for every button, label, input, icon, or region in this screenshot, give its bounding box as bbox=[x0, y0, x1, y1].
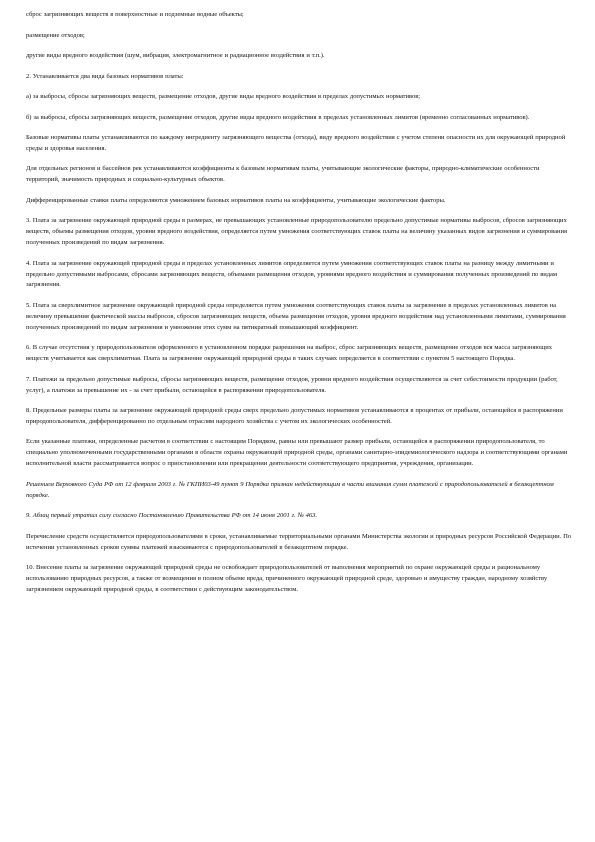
paragraph: размещение отходов; bbox=[26, 31, 85, 39]
paragraph: Решением Верховного Суда РФ от 12 февраля 2003 г. № ГКПИ03-49 пункт 9 Порядка признан недействующим в части взимания сумм платежей с природопользователей в безакцептном порядке. bbox=[26, 480, 554, 499]
paragraph: б) за выбросы, сбросы загрязняющих веществ, размещение отходов, другие виды вредного воздействия в пределах установленных лимитов (временно согласованных нормативов). bbox=[26, 113, 530, 121]
paragraph: 2. Устанавливается два вида базовых нормативов платы: bbox=[26, 72, 184, 80]
paragraph: другие виды вредного воздействия (шум, вибрация, электромагнитное и радиационное воздействия и т.п.). bbox=[26, 52, 325, 59]
paragraph: Базовые нормативы платы устанавливаются по каждому ингредиенту загрязняющего вещества (отхода), виду вредного воздействия с учетом степени опасности их для окружающей природной среды и здоровья населения. bbox=[26, 134, 566, 152]
paragraph: 4. Плата за загрязнение окружающей природной среды в пределах установленных лимитов определяется путем умножения соответствующих ставок платы на разницу между лимитными и предельно допустимыми выбросами, сбросами загрязняющих веществ, объемами размещения отходов, уровнями вредного воздействия и суммирования полученных произведений по видам загрязнения. bbox=[26, 259, 558, 289]
paragraph: Для отдельных регионов и бассейнов рек устанавливаются коэффициенты к базовым нормативам платы, учитывающие экологические факторы, природно-климатические особенности территорий, значимость природных и социально-культурных объектов. bbox=[26, 165, 540, 184]
paragraph: 9. Абзац первый утратил силу согласно Постановлению Правительства РФ от 14 июня 2001 г. № 463. bbox=[26, 512, 318, 520]
paragraph: сброс загрязняющих веществ в поверхностные и подземные водные объекты; bbox=[26, 11, 244, 18]
paragraph: 8. Предельные размеры платы за загрязнение окружающей природной среды сверх предельно допустимых нормативов устанавливаются в процентах от прибыли, остающейся в распоряжении природопользователя, дифференцированно по отдельным отраслям народного хозяйства с учетом их экологических особенностей. bbox=[26, 407, 563, 425]
document-page bbox=[26, 10, 574, 605]
paragraph: 6. В случае отсутствия у природопользователя оформленного в установленном порядке разрешения на выброс, сброс загрязняющих веществ, размещение отходов вся масса загрязняющих веществ учитывается как сверхлимитная. Плата за загрязнение окружающей природной среды в таких случаях определяется в соответствии с пунктом 5 настоящего Порядка. bbox=[26, 344, 552, 363]
paragraph: а) за выбросы, сбросы загрязняющих веществ, размещение отходов, другие виды вредного воздействия в пределах допустимых нормативов; bbox=[26, 93, 421, 100]
paragraph: Перечисление средств осуществляется природопользователями в сроки, устанавливаемые территориальными органами Министерства экологии и природных ресурсов Российской Федерации. По истечении установленных сроков суммы платежей взыскиваются с природопользователей в безакцептном порядке. bbox=[26, 532, 572, 551]
paragraph: Если указанные платежи, определенные расчетом в соответствии с настоящим Порядком, равны или превышают размер прибыли, остающейся в распоряжении природопользователя, то специально уполномоченными государственными органами в области охраны окружающей природной среды, органами санитарно-эпидемиологического надзора и соответствующими органами исполнительной власти рассматривается вопрос о приостановлении или прекращении деятельности соответствующего предприятия, учреждения, организации. bbox=[26, 438, 568, 468]
paragraph: Дифференцированные ставки платы определяются умножением базовых нормативов платы на коэффициенты, учитывающие экологические факторы. bbox=[26, 196, 446, 204]
paragraph: 3. Плата за загрязнение окружающей природной среды в размерах, не превышающих установленные природопользователю предельно допустимые нормативы выбросов, сбросов загрязняющих веществ, объемы размещения отходов, уровни вредного воздействия, определяется путем умножения соответствующих ставок платы на величину указанных видов загрязнения и суммирования полученных произведений по видам загрязнения. bbox=[26, 217, 567, 247]
paragraph: 5. Плата за сверхлимитное загрязнение окружающей природной среды определяется путем умножения соответствующих ставок платы за загрязнение в пределах установленных лимитов на величину превышения фактической массы выбросов, сбросов загрязняющих веществ, объема размещения отходов, уровня вредного воздействия над установленными лимитами, суммирования полученных произведений по видам загрязнения и умножения этих сумм на пятикратный повышающий коэффициент. bbox=[26, 301, 566, 331]
paragraph: 10. Внесение платы за загрязнение окружающей природной среды не освобождает природопользователей от выполнения мероприятий по охране окружающей среды и рациональному использованию природных ресурсов, а также от возмещения в полном объеме вреда, причиненного окружающей природной среде, здоровью и имуществу граждан, народному хозяйству загрязнением окружающей природной среды, в соответствии с действующим законодательством. bbox=[26, 564, 548, 593]
paragraph: 7. Платежи за предельно допустимые выбросы, сбросы загрязняющих веществ, размещение отходов, уровни вредного воздействия осуществляются за счет себестоимости продукции (работ, услуг), а платежи за превышение их - за счет прибыли, остающейся в распоряжении природопользователя. bbox=[26, 375, 558, 394]
